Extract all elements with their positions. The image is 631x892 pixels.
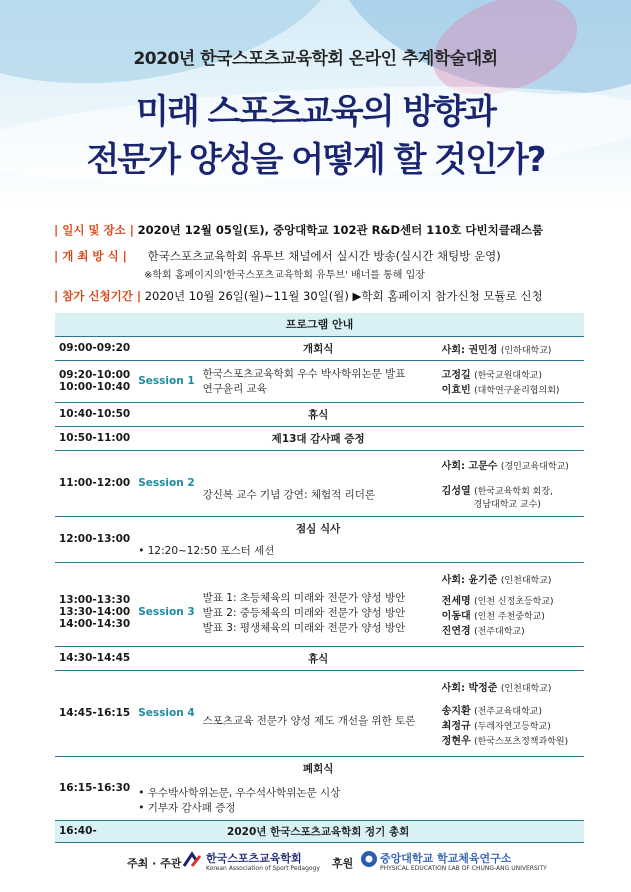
info-method-label: | 개 최 방 식 | <box>54 249 127 263</box>
session-label: Session 3 <box>138 606 195 618</box>
program-row: • 우수박사학위논문, 우수석사학위논문 시상 • 기부자 감사패 증정 <box>55 780 584 820</box>
info-date-label: | 일시 및 장소 | <box>54 223 134 237</box>
program-table <box>55 313 584 843</box>
program-row: 10:40-10:50 휴식 <box>55 402 584 426</box>
info-date-row <box>54 222 543 238</box>
info-date-value: 2020년 12월 05일(토), 중앙대학교 102관 R&D센터 110호 다빈치클래스룸 <box>137 223 544 237</box>
program-row: 10:50-11:00 제13대 감사패 증정 <box>55 426 584 450</box>
program-row: 12:00-13:00 점심 식사 <box>59 522 341 545</box>
program-row: 16:40- 2020년 한국스포츠교육학회 정기 총회 <box>55 820 584 842</box>
cau-logo-icon <box>360 850 378 872</box>
host-name: 한국스포츠교육학회 <box>206 852 302 865</box>
sponsor-sub: PHYSICAL EDUCATION LAB OF CHUNG-ANG UNIVERSITY <box>380 865 547 872</box>
info-method-row <box>54 248 501 264</box>
event-subtitle: 2020년 한국스포츠교육학회 온라인 추계학술대회 <box>133 49 498 69</box>
program-heading-row <box>55 313 584 336</box>
info-method-note: ※학회 홈페이지의'한국스포츠교육학회 유투브' 배너를 통해 입장 <box>144 270 425 281</box>
session-label: Session 1 <box>138 375 195 387</box>
program-row: 11:00-12:00 Session 2 강신복 교수 기념 강연: 체험적 리더론 사회: 고문수 (경인교육대학교) 김성열 (한국교육학회 회장, 경남대학교 교수) <box>55 450 584 516</box>
event-title-line1: 미래 스포츠교육의 방향과 <box>136 92 495 132</box>
event-title-line2: 전문가 양성을 어떻게 할 것인가? <box>86 140 545 180</box>
program-row: • 12:20~12:50 포스터 세션 <box>55 540 584 562</box>
info-method-value: 한국스포츠교육학회 유투브 채널에서 실시간 방송(실시간 채팅방 운영) <box>147 249 501 263</box>
program-row: 16:15-16:30 폐회식 <box>59 762 334 794</box>
session-label: Session 4 <box>138 707 195 719</box>
info-registration-value: 2020년 10월 26일(월)~11월 30일(월) ▶학회 홈페이지 참가신청 모듈로 신청 <box>144 289 543 303</box>
info-registration-row <box>54 288 543 304</box>
sponsor-name: 중앙대학교 학교체육연구소 <box>380 852 512 865</box>
info-registration-label: | 참가 신청기간 | <box>54 289 142 303</box>
program-row: 09:20-10:00 10:00-10:40 Session 1 한국스포츠교육학회 우수 박사학위논문 발표 연구윤리 교육 고정길 (한국교원대학교) 이효빈 (대학연구윤리협의회) <box>55 360 584 402</box>
host-sub: Korean Association of Sport Pedagogy <box>206 865 320 872</box>
sponsor-label: 후원 <box>332 857 354 870</box>
session-label: Session 2 <box>138 477 195 489</box>
footer <box>0 840 631 892</box>
host-label: 주최 · 주관 <box>127 857 182 870</box>
program-row: 09:00-09:20 개회식 사회: 권민정 (인하대학교) <box>55 336 584 360</box>
program-row: 14:45-16:15 Session 4 스포츠교육 전문가 양성 제도 개선을 위한 토론 사회: 박정준 (인천대학교) 송지환 (전주교육대학교) 최정규 (두레자연고등학교) 정현우 (한국스포츠정책과학원) <box>55 670 584 756</box>
program-heading: 프로그램 안내 <box>285 318 354 332</box>
program-row: 13:00-13:30 13:30-14:00 14:00-14:30 Session 3 발표 1: 초등체육의 미래와 전문가 양성 방안 발표 2: 중등체육의 미래와 전문가 양성 방안 발표 3: 평생체육의 미래와 전문가 양성 방안 사회: 윤기준 (인천대학교) 전세명 (인천 신정초등학교) 이동대 (인천 주천중학교) 진연경 (전주대학교) <box>55 562 584 646</box>
program-row: 14:30-14:45 휴식 <box>55 646 584 670</box>
kasp-logo-icon <box>182 850 204 874</box>
